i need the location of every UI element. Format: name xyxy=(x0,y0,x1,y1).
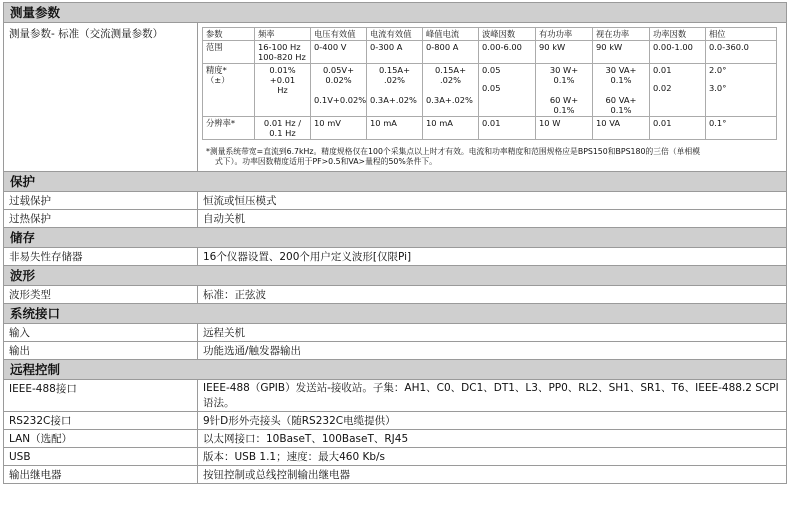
resolution-phase: 0.1° xyxy=(706,117,777,140)
accuracy-pf xyxy=(650,64,706,117)
section-title: 保护 xyxy=(4,172,787,192)
spec-row xyxy=(4,248,787,266)
spec-value: 16个仪器设置、200个用户定义波形[仅限Pi] xyxy=(198,248,787,266)
header-va: 视在功率 xyxy=(593,28,650,41)
spec-row xyxy=(4,412,787,430)
spec-row xyxy=(4,342,787,360)
spec-value: 功能选通/触发器输出 xyxy=(198,342,787,360)
resolution-ipk: 10 mA xyxy=(423,117,479,140)
header-vrms: 电压有效值 xyxy=(311,28,367,41)
range-label: 范围 xyxy=(203,41,255,64)
accuracy-ipk xyxy=(423,64,479,117)
spec-value: 恒流或恒压模式 xyxy=(198,192,787,210)
measurement-label: 测量参数- 标准（交流测量参数） xyxy=(4,23,198,172)
range-vrms: 0-400 V xyxy=(311,41,367,64)
measurement-content xyxy=(198,23,787,172)
accuracy-ipk-low: 0.15A+ .02% xyxy=(434,65,467,85)
range-freq: 16-100 Hz 100-820 Hz xyxy=(255,41,311,64)
spec-row xyxy=(4,324,787,342)
accuracy-va xyxy=(593,64,650,117)
subtable-accuracy-row xyxy=(203,64,777,117)
spec-row xyxy=(4,210,787,228)
accuracy-pw-low: 30 W+ 0.1% xyxy=(549,65,579,85)
accuracy-phase-low: 2.0° xyxy=(709,65,727,75)
accuracy-vrms xyxy=(311,64,367,117)
measurement-row xyxy=(4,23,787,172)
range-ipk: 0-800 A xyxy=(423,41,479,64)
resolution-pw: 10 W xyxy=(536,117,593,140)
spec-row xyxy=(4,466,787,484)
section-title: 远程控制 xyxy=(4,360,787,380)
accuracy-pw-high: 60 W+ 0.1% xyxy=(549,95,579,115)
header-pf: 功率因数 xyxy=(650,28,706,41)
spec-row xyxy=(4,430,787,448)
measurement-footnote xyxy=(202,142,782,171)
header-pw: 有功功率 xyxy=(536,28,593,41)
spec-row xyxy=(4,380,787,412)
range-va: 90 kW xyxy=(593,41,650,64)
accuracy-phase xyxy=(706,64,777,117)
resolution-cf: 0.01 xyxy=(479,117,536,140)
footnote-line-1: *测量系统带宽=直流到6.7kHz。精度规格仅在100个采集点以上时才有效。电流和功率精度和范围规格应是BPS150和BPS180的三倍（单相模 xyxy=(206,147,700,156)
accuracy-pw xyxy=(536,64,593,117)
spec-value: 版本：USB 1.1；速度：最大460 Kb/s xyxy=(198,448,787,466)
accuracy-ipk-high: 0.3A+.02% xyxy=(426,95,473,105)
accuracy-irms-high: 0.3A+.02% xyxy=(370,95,417,105)
measurement-subtable xyxy=(202,27,777,140)
spec-value: 以太网接口：10BaseT、100BaseT、RJ45 xyxy=(198,430,787,448)
resolution-va: 10 VA xyxy=(593,117,650,140)
accuracy-cf-low: 0.05 xyxy=(482,65,501,75)
section-header-system-interface xyxy=(4,304,787,324)
spec-label: 过载保护 xyxy=(4,192,198,210)
section-header-waveform xyxy=(4,266,787,286)
resolution-label: 分辨率* xyxy=(203,117,255,140)
spec-value: IEEE-488（GPIB）发送站-接收站。子集：AH1、C0、DC1、DT1、L3、PP0、RL2、SH1、SR1、T6、IEEE-488.2 SCPI 语法。 xyxy=(198,380,787,412)
range-phase: 0.0-360.0 xyxy=(706,41,777,64)
accuracy-phase-high: 3.0° xyxy=(709,83,727,93)
range-cf: 0.00-6.00 xyxy=(479,41,536,64)
accuracy-vrms-low: 0.05V+ 0.02% xyxy=(322,65,355,85)
spec-label: RS232C接口 xyxy=(4,412,198,430)
accuracy-cf-high: 0.05 xyxy=(482,83,501,93)
section-header-measurement xyxy=(4,3,787,23)
spec-label: 过热保护 xyxy=(4,210,198,228)
section-title: 储存 xyxy=(4,228,787,248)
range-pf: 0.00-1.00 xyxy=(650,41,706,64)
accuracy-pf-low: 0.01 xyxy=(653,65,672,75)
resolution-freq: 0.01 Hz / 0.1 Hz xyxy=(255,117,311,140)
resolution-vrms: 10 mV xyxy=(311,117,367,140)
section-header-remote-control xyxy=(4,360,787,380)
spec-label: LAN（选配） xyxy=(4,430,198,448)
accuracy-va-low: 30 VA+ 0.1% xyxy=(605,65,637,85)
spec-value: 按钮控制或总线控制输出继电器 xyxy=(198,466,787,484)
range-pw: 90 kW xyxy=(536,41,593,64)
spec-value: 9针D形外壳接头（随RS232C电缆提供） xyxy=(198,412,787,430)
spec-label: 输入 xyxy=(4,324,198,342)
subtable-range-row xyxy=(203,41,777,64)
accuracy-pf-high: 0.02 xyxy=(653,83,672,93)
spec-value: 自动关机 xyxy=(198,210,787,228)
footnote-line-2: 式下）。功率因数精度适用于PF>0.5和VA>量程的50%条件下。 xyxy=(215,157,437,166)
spec-label: 波形类型 xyxy=(4,286,198,304)
header-param: 参数 xyxy=(203,28,255,41)
spec-label: IEEE-488接口 xyxy=(4,380,198,412)
spec-row xyxy=(4,192,787,210)
spec-label: 非易失性存储器 xyxy=(4,248,198,266)
subtable-resolution-row xyxy=(203,117,777,140)
accuracy-label: 精度* （±） xyxy=(203,64,255,117)
section-header-storage xyxy=(4,228,787,248)
accuracy-irms-low: 0.15A+ .02% xyxy=(378,65,411,85)
spec-label: 输出继电器 xyxy=(4,466,198,484)
subtable-header-row xyxy=(203,28,777,41)
accuracy-va-high: 60 VA+ 0.1% xyxy=(605,95,637,115)
resolution-irms: 10 mA xyxy=(367,117,423,140)
header-cf: 波峰因数 xyxy=(479,28,536,41)
accuracy-freq: 0.01% +0.01 Hz xyxy=(255,64,311,117)
section-title: 测量参数 xyxy=(4,3,787,23)
resolution-pf: 0.01 xyxy=(650,117,706,140)
section-title: 波形 xyxy=(4,266,787,286)
spec-value: 远程关机 xyxy=(198,324,787,342)
range-irms: 0-300 A xyxy=(367,41,423,64)
header-freq: 频率 xyxy=(255,28,311,41)
spec-row xyxy=(4,448,787,466)
section-header-protection xyxy=(4,172,787,192)
header-phase: 相位 xyxy=(706,28,777,41)
spec-label: USB xyxy=(4,448,198,466)
accuracy-irms xyxy=(367,64,423,117)
spec-label: 输出 xyxy=(4,342,198,360)
spec-value: 标准：正弦波 xyxy=(198,286,787,304)
accuracy-vrms-high: 0.1V+0.02% xyxy=(314,95,367,105)
accuracy-cf xyxy=(479,64,536,117)
section-title: 系统接口 xyxy=(4,304,787,324)
spec-table xyxy=(3,2,787,484)
spec-row xyxy=(4,286,787,304)
header-ipk: 峰值电流 xyxy=(423,28,479,41)
header-irms: 电流有效值 xyxy=(367,28,423,41)
